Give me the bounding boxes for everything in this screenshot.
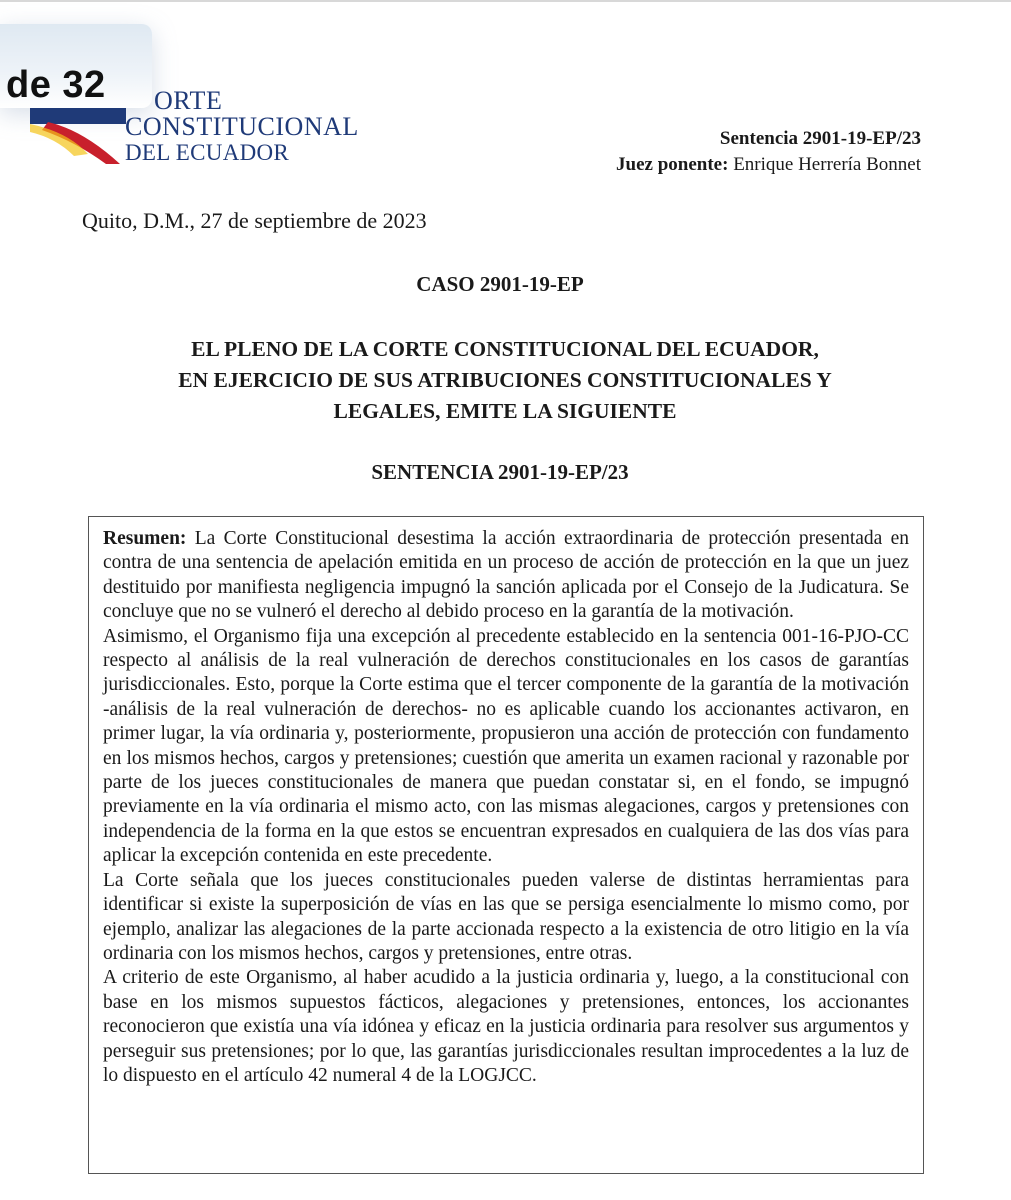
heading-line1: EL PLENO DE LA CORTE CONSTITUCIONAL DEL ECUADOR, <box>191 337 819 361</box>
document-header <box>616 126 921 178</box>
logo-text-line2: CONSTITUCIONAL <box>125 112 359 141</box>
heading-line3: LEGALES, EMITE LA SIGUIENTE <box>333 399 677 423</box>
logo-text-line3: DEL ECUADOR <box>125 140 290 165</box>
case-title: CASO 2901-19-EP <box>416 272 584 296</box>
city-date: Quito, D.M., 27 de septiembre de 2023 <box>82 208 427 233</box>
summary-paragraph-1: Resumen: La Corte Constitucional desestima la acción extraordinaria de protección presentada en contra de una sentencia de apelación emitida en un proceso de acción de protección en la que un juez destituido por manifiesta negligencia impugnó la sanción aplicada por el Consejo de la Judicatura. Se concluye que no se vulneró el derecho al debido proceso en la garantía de la motivación. <box>103 528 909 623</box>
summary-label: Resumen: <box>103 528 187 549</box>
heading-line2: EN EJERCICIO DE SUS ATRIBUCIONES CONSTITUCIONALES Y <box>178 368 832 392</box>
court-logo <box>28 86 358 166</box>
summary-paragraph-2: Asimismo, el Organismo fija una excepción al precedente establecido en la sentencia 001-16-PJO-CC respecto al análisis de la real vulneración de derechos constitucionales en los casos de garantías jurisdiccionales. Esto, porque la Corte estima que el tercer componente de la garantía de la motivación -análisis de la real vulneración de derechos- no es aplicable cuando los accionantes activaron, en primer lugar, la vía ordinaria y, posteriormente, propusieron una acción de protección con fundamento en los mismos hechos, cargos y pretensiones; cuestión que amerita un examen racional y razonable por parte de los jueces constitucionales de manera que puedan constatar si, en el fondo, se impugnó previamente en la vía ordinaria el mismo acto, con las mismas alegaciones, cargos y pretensiones con independencia de la forma en la que estos se encuentran expresados en cualquiera de las dos vías para aplicar la excepción contenida en este precedente. <box>103 625 909 867</box>
summary-paragraph-3: La Corte señala que los jueces constitucionales pueden valerse de distintas herramientas para identificar si existe la superposición de vías en las que se persiga esencialmente lo mismo como, por ejemplo, analizar las alegaciones de la parte accionada respecto a la existencia de otro litigio en la vía ordinaria con los mismos hechos, cargos y pretensiones, entre otras. <box>103 869 909 964</box>
court-heading <box>0 334 1010 427</box>
page-edge <box>0 0 1011 2</box>
sentencia-number: Sentencia 2901-19-EP/23 <box>719 128 921 149</box>
juez-label: Juez ponente: <box>616 154 729 175</box>
logo-text-line1: ORTE <box>154 86 223 115</box>
juez-name: Enrique Herrería Bonnet <box>733 154 921 175</box>
sentence-title: SENTENCIA 2901-19-EP/23 <box>371 460 629 484</box>
summary-paragraph-4: A criterio de este Organismo, al haber acudido a la justicia ordinaria y, luego, a la constitucional con base en los mismos supuestos fácticos, alegaciones y pretensiones, entonces, los accionantes reconocieron que existía una vía idónea y eficaz en la justicia ordinaria para resolver sus argumentos y perseguir sus pretensiones; por lo que, las garantías jurisdiccionales resultan improcedentes a la luz de lo dispuesto en el artículo 42 numeral 4 de la LOGJCC. <box>103 967 909 1086</box>
juez-ponente <box>616 152 921 178</box>
court-emblem-icon <box>28 86 128 166</box>
page-counter: de 32 <box>6 64 106 106</box>
summary-box <box>88 516 924 1174</box>
